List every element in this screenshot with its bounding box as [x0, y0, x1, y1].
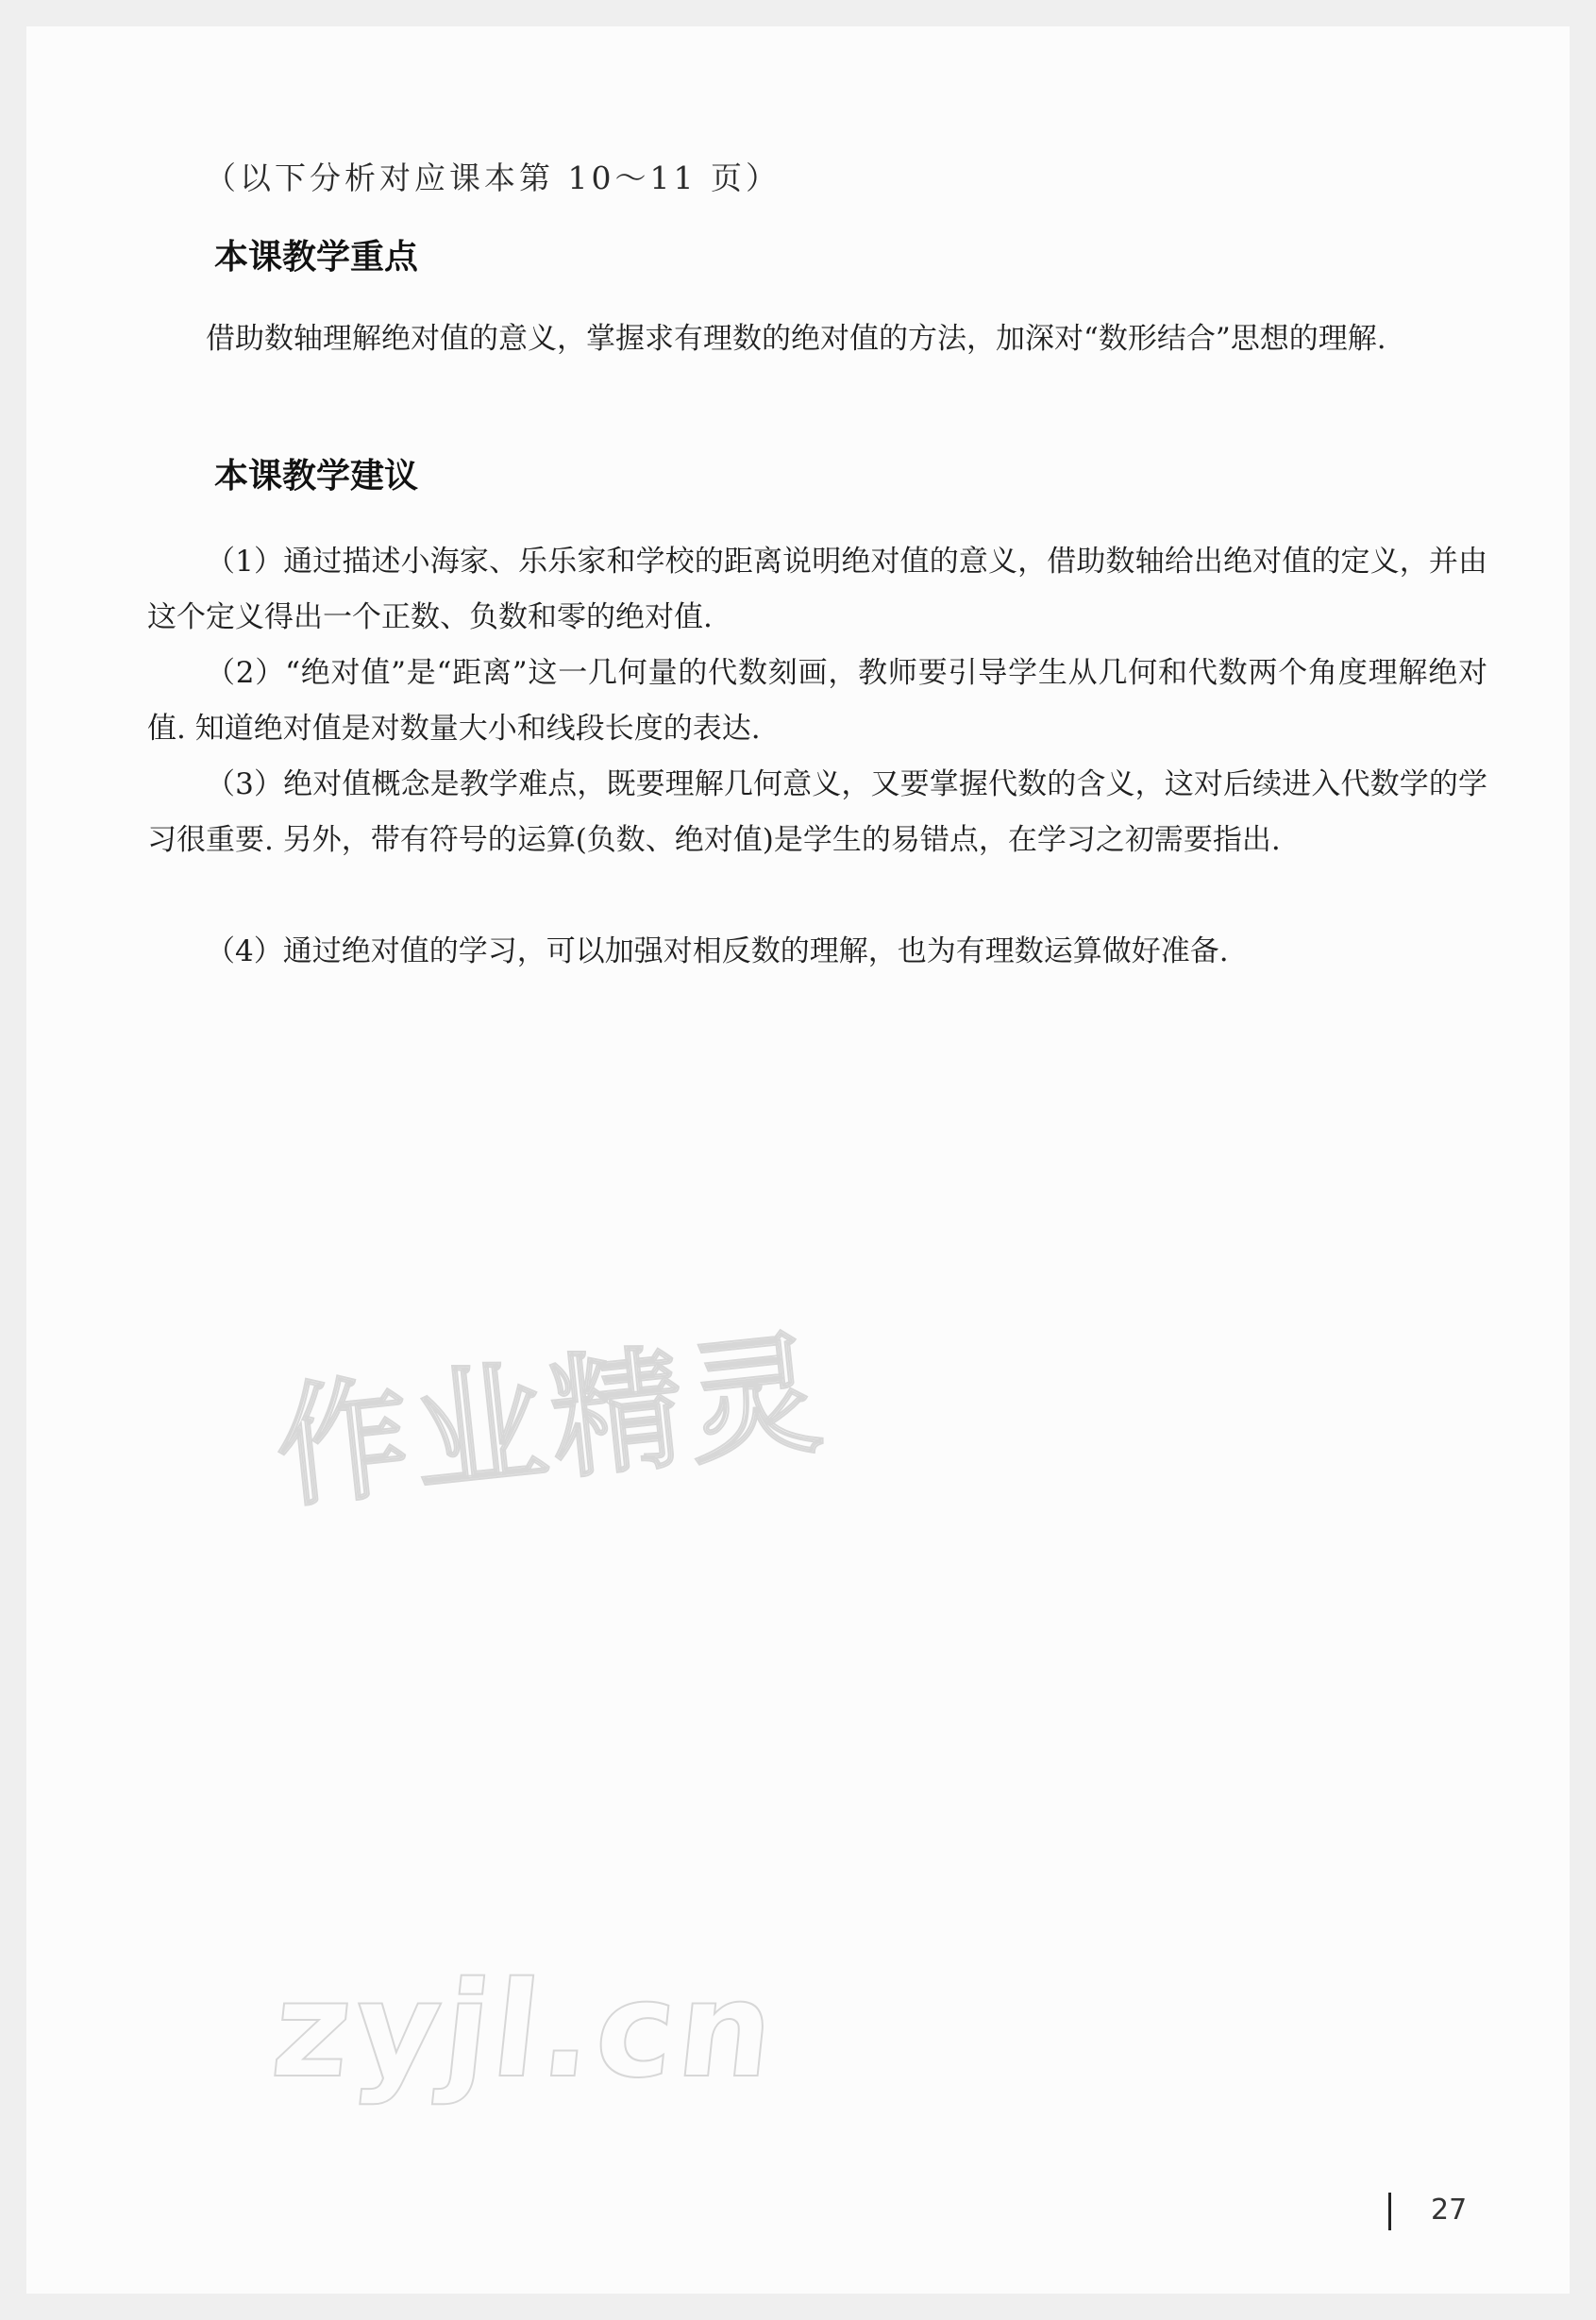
section-heading-focus: 本课教学重点	[210, 228, 429, 280]
section-heading-suggestions: 本课教学建议	[210, 447, 429, 499]
watermark-url: zyjl.cn	[265, 1954, 785, 2108]
document-page	[26, 26, 1570, 2294]
page-number-divider	[1388, 2193, 1391, 2230]
focus-paragraph: 借助数轴理解绝对值的意义，掌握求有理数的绝对值的方法，加深对“数形结合”思想的理解.	[206, 322, 1386, 356]
page-reference-note: （以下分析对应课本第 10～11 页）	[205, 160, 781, 196]
suggestion-item-4: （4）通过绝对值的学习，可以加强对相反数的理解，也为有理数运算做好准备.	[206, 934, 1229, 968]
suggestion-item-3: （3）绝对值概念是教学难点，既要理解几何意义，又要掌握代数的含义，这对后续进入代数学的学习很重要. 另外，带有符号的运算(负数、绝对值)是学生的易错点，在学习之初需要指出.	[147, 767, 1487, 857]
watermark-text: 作业精灵	[269, 1316, 834, 1527]
suggestion-item-1: （1）通过描述小海家、乐乐家和学校的距离说明绝对值的意义，借助数轴给出绝对值的定义，并由这个定义得出一个正数、负数和零的绝对值.	[147, 545, 1487, 634]
page-number: 27	[1431, 2194, 1468, 2227]
suggestion-item-2: （2）“绝对值”是“距离”这一几何量的代数刻画，教师要引导学生从几何和代数两个角度理解绝对值. 知道绝对值是对数量大小和线段长度的表达.	[147, 656, 1487, 746]
